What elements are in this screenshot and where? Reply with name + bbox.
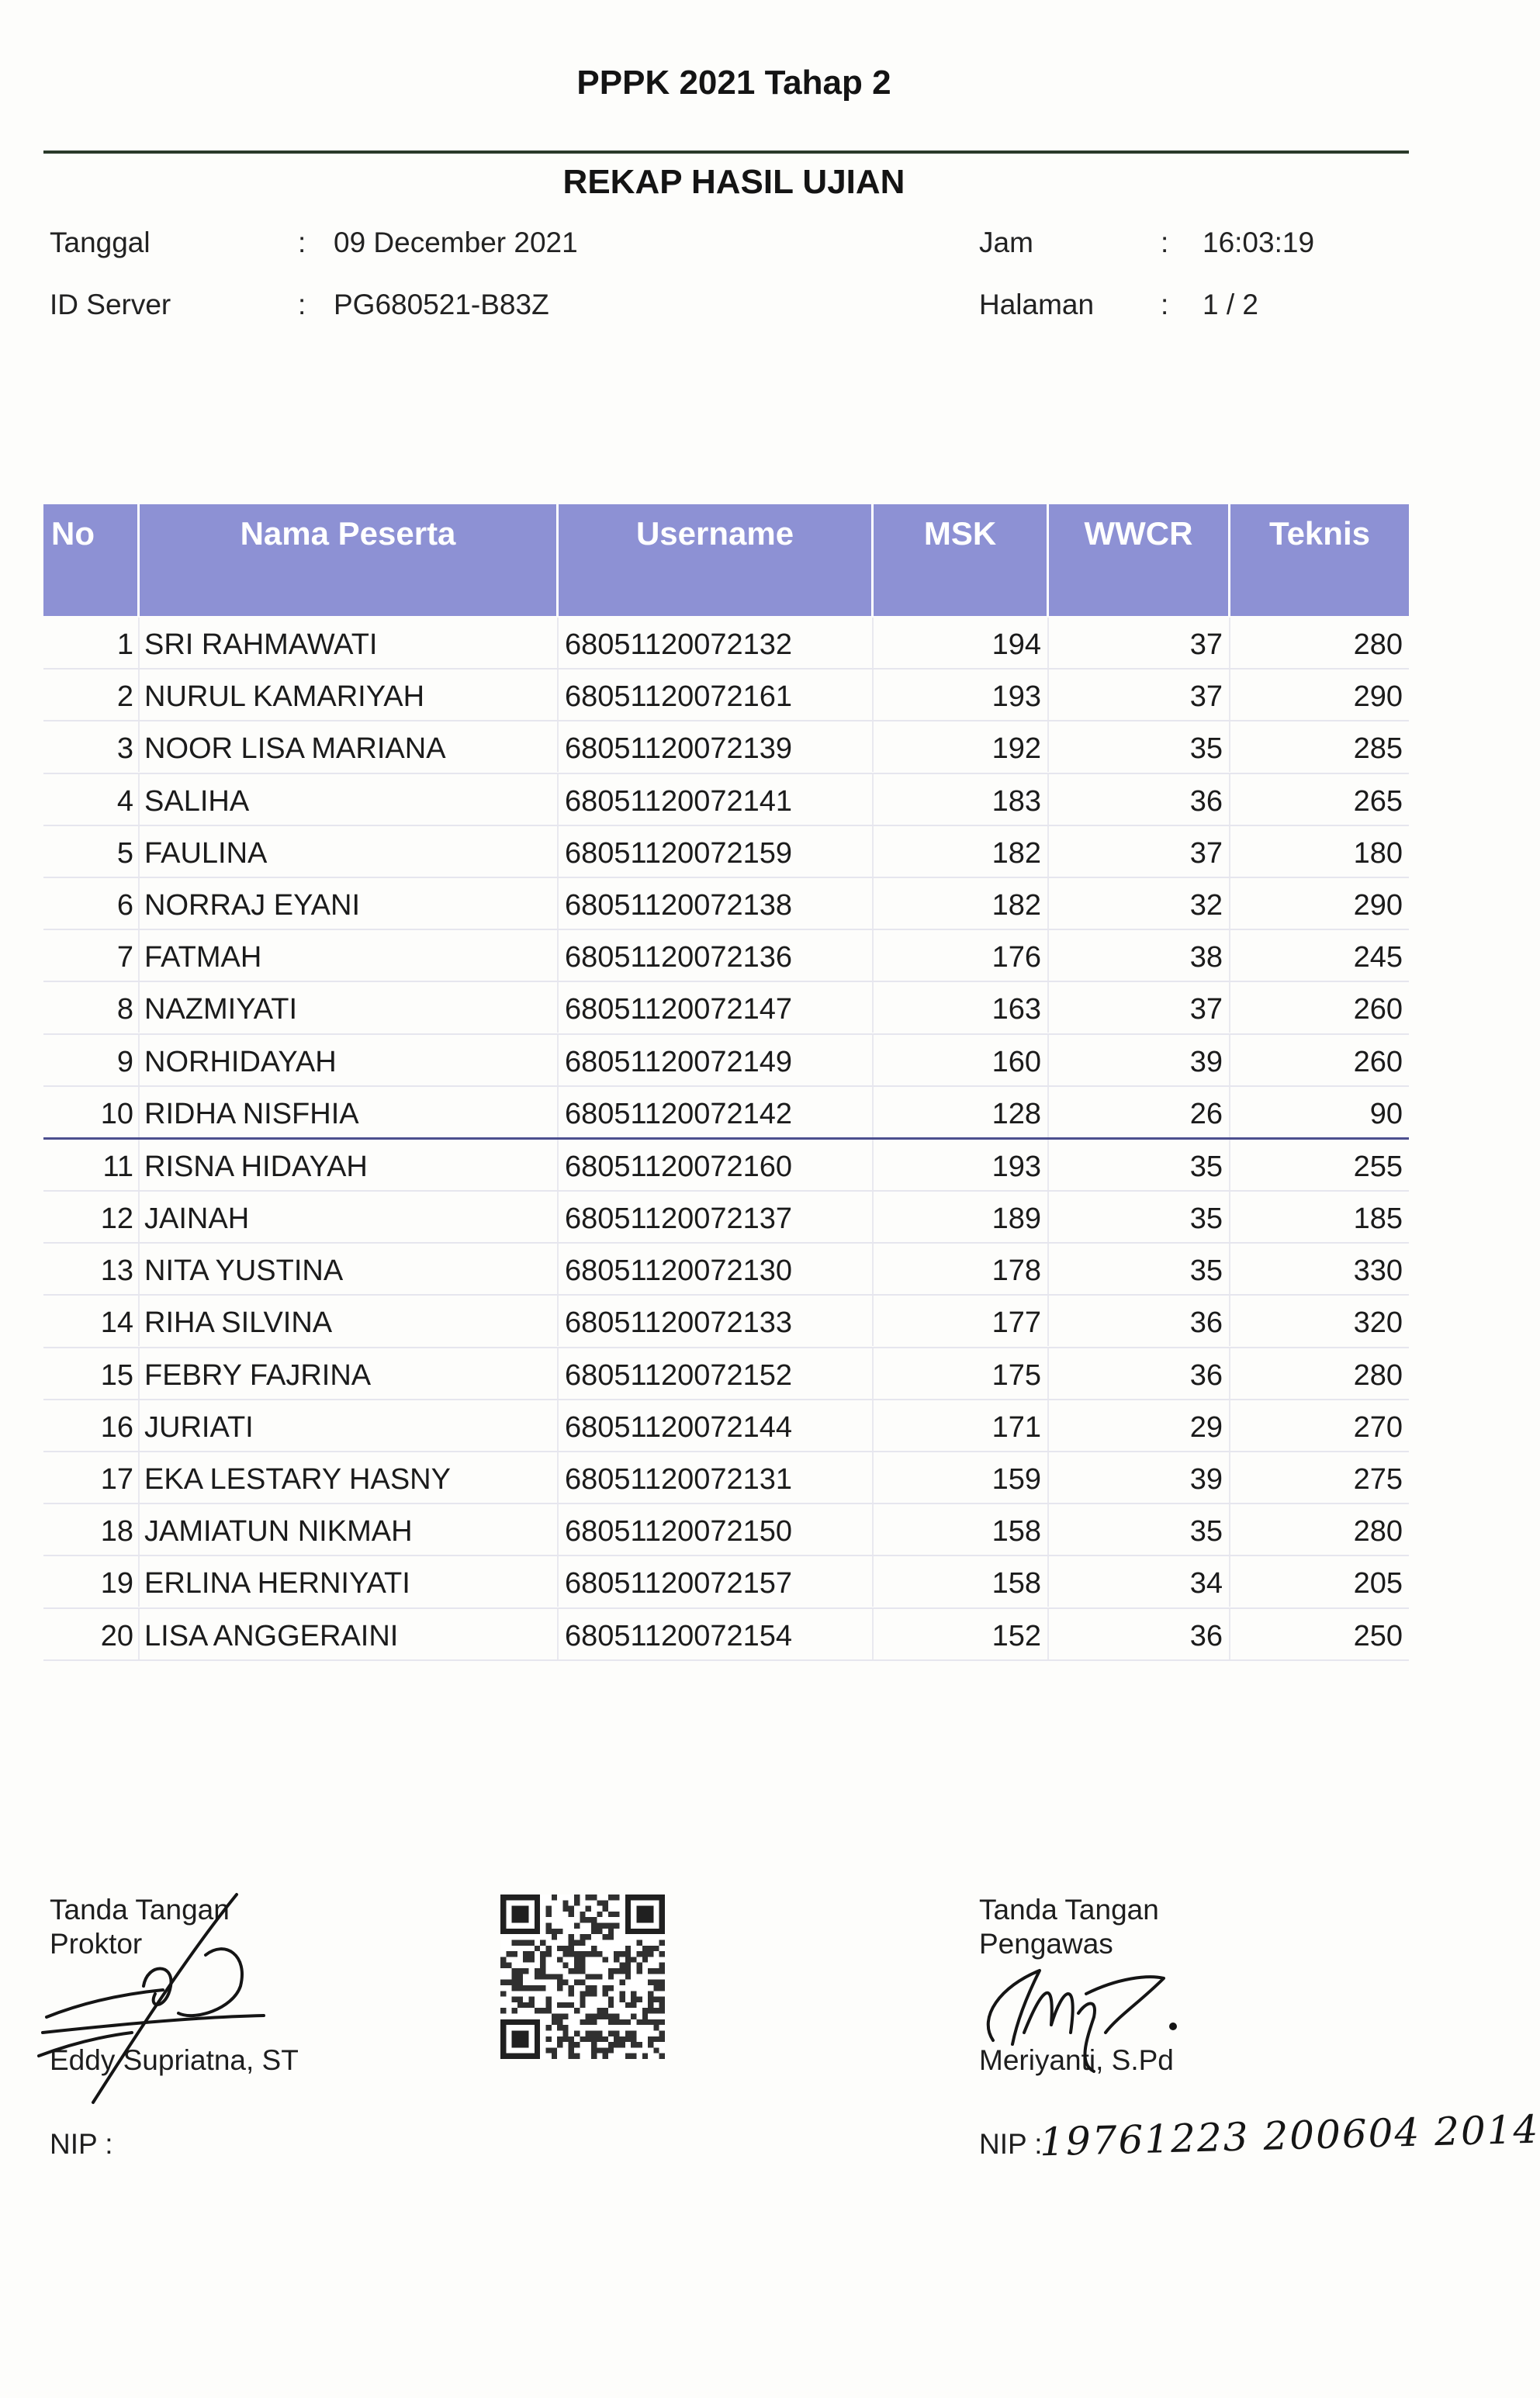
table-row <box>43 1556 1409 1608</box>
cell-msk: 183 <box>874 774 1049 825</box>
cell-teknis: 320 <box>1353 1306 1403 1340</box>
cell-no: 17 <box>43 1452 140 1503</box>
cell-teknis: 265 <box>1353 784 1403 818</box>
cell-username: 68051120072142 <box>559 1087 874 1137</box>
meta-date-value: 09 December 2021 <box>334 227 578 258</box>
cell-teknis: 280 <box>1353 1358 1403 1392</box>
cell-msk: 192 <box>874 721 1049 772</box>
meta-time <box>979 227 1414 265</box>
cell-wwcr: 39 <box>1049 1035 1230 1085</box>
cell-msk: 194 <box>874 618 1049 668</box>
cell-teknis: 280 <box>1353 1515 1403 1548</box>
cell-name: NITA YUSTINA <box>140 1244 559 1294</box>
proctor-nip-label: NIP : <box>50 2128 113 2160</box>
cell-name: ERLINA HERNIYATI <box>140 1556 559 1607</box>
cell-wwcr: 36 <box>1049 1296 1230 1346</box>
cell-username: 68051120072157 <box>559 1556 874 1607</box>
table-row <box>43 1035 1409 1087</box>
supervisor-nip-handwritten: 19761223 200604 2014 <box>1039 2106 1540 2165</box>
supervisor-name: Meriyanti, S.Pd <box>979 2044 1174 2076</box>
meta-separator: : <box>1161 227 1169 258</box>
meta-page-value: 1 / 2 <box>1203 289 1258 320</box>
meta-date <box>50 227 670 265</box>
cell-wwcr: 36 <box>1049 1348 1230 1399</box>
results-table <box>43 504 1409 1661</box>
meta-page-label: Halaman <box>979 289 1095 320</box>
table-row <box>43 618 1409 670</box>
cell-msk: 128 <box>874 1087 1049 1137</box>
cell-teknis: 180 <box>1353 836 1403 870</box>
cell-wwcr: 37 <box>1049 618 1230 668</box>
cell-name: JAMIATUN NIKMAH <box>140 1504 559 1555</box>
cell-wwcr: 32 <box>1049 878 1230 929</box>
cell-msk: 182 <box>874 878 1049 929</box>
meta-separator: : <box>298 289 306 320</box>
column-header-name: Nama Peserta <box>140 504 559 616</box>
table-row <box>43 1296 1409 1348</box>
cell-username: 68051120072137 <box>559 1192 874 1242</box>
column-header-wwcr: WWCR <box>1049 504 1230 616</box>
table-row <box>43 982 1409 1034</box>
cell-no: 20 <box>43 1609 140 1659</box>
table-header <box>43 504 1409 616</box>
table-row <box>43 1192 1409 1244</box>
cell-name: SALIHA <box>140 774 559 825</box>
column-header-msk: MSK <box>874 504 1049 616</box>
cell-msk: 175 <box>874 1348 1049 1399</box>
cell-username: 68051120072141 <box>559 774 874 825</box>
cell-wwcr: 35 <box>1049 1504 1230 1555</box>
cell-teknis: 185 <box>1353 1202 1403 1236</box>
supervisor-signature-label <box>979 1893 1159 1961</box>
proctor-label-line1: Tanda Tangan <box>50 1894 230 1926</box>
cell-username: 68051120072149 <box>559 1035 874 1085</box>
table-row <box>43 1609 1409 1661</box>
cell-name: RIHA SILVINA <box>140 1296 559 1346</box>
cell-wwcr: 36 <box>1049 1609 1230 1659</box>
cell-name: FEBRY FAJRINA <box>140 1348 559 1399</box>
table-row <box>43 930 1409 982</box>
proctor-signature-icon <box>39 1885 287 2110</box>
proctor-name: Eddy Supriatna, ST <box>50 2044 299 2076</box>
cell-msk: 158 <box>874 1556 1049 1607</box>
cell-no: 13 <box>43 1244 140 1294</box>
cell-name: RISNA HIDAYAH <box>140 1140 559 1190</box>
table-row <box>43 1348 1409 1400</box>
cell-msk: 193 <box>874 1140 1049 1190</box>
meta-time-value: 16:03:19 <box>1203 227 1315 258</box>
cell-username: 68051120072138 <box>559 878 874 929</box>
cell-msk: 158 <box>874 1504 1049 1555</box>
cell-wwcr: 35 <box>1049 1192 1230 1242</box>
cell-name: NORRAJ EYANI <box>140 878 559 929</box>
cell-name: JAINAH <box>140 1192 559 1242</box>
cell-wwcr: 38 <box>1049 930 1230 981</box>
table-row <box>43 774 1409 826</box>
cell-no: 6 <box>43 878 140 929</box>
cell-username: 68051120072131 <box>559 1452 874 1503</box>
cell-wwcr: 37 <box>1049 670 1230 720</box>
cell-no: 14 <box>43 1296 140 1346</box>
meta-separator: : <box>1161 289 1169 320</box>
table-row <box>43 1140 1409 1192</box>
supervisor-label-line2: Pengawas <box>979 1928 1113 1960</box>
cell-teknis: 205 <box>1353 1567 1403 1600</box>
table-row <box>43 1244 1409 1296</box>
cell-username: 68051120072150 <box>559 1504 874 1555</box>
cell-no: 15 <box>43 1348 140 1399</box>
cell-no: 19 <box>43 1556 140 1607</box>
cell-wwcr: 37 <box>1049 982 1230 1033</box>
cell-name: EKA LESTARY HASNY <box>140 1452 559 1503</box>
table-row <box>43 1087 1409 1140</box>
cell-username: 68051120072130 <box>559 1244 874 1294</box>
cell-username: 68051120072144 <box>559 1400 874 1451</box>
cell-msk: 178 <box>874 1244 1049 1294</box>
cell-msk: 160 <box>874 1035 1049 1085</box>
meta-server <box>50 289 670 327</box>
cell-username: 68051120072139 <box>559 721 874 772</box>
cell-username: 68051120072159 <box>559 826 874 877</box>
cell-no: 5 <box>43 826 140 877</box>
cell-teknis: 280 <box>1353 628 1403 661</box>
cell-username: 68051120072152 <box>559 1348 874 1399</box>
table-row <box>43 721 1409 773</box>
cell-msk: 152 <box>874 1609 1049 1659</box>
cell-wwcr: 34 <box>1049 1556 1230 1607</box>
cell-teknis: 285 <box>1353 732 1403 766</box>
cell-no: 16 <box>43 1400 140 1451</box>
report-title: REKAP HASIL UJIAN <box>562 163 905 201</box>
cell-username: 68051120072160 <box>559 1140 874 1190</box>
cell-teknis: 260 <box>1353 993 1403 1026</box>
cell-username: 68051120072147 <box>559 982 874 1033</box>
qr-code-icon <box>500 1895 665 2059</box>
table-row <box>43 826 1409 878</box>
cell-wwcr: 39 <box>1049 1452 1230 1503</box>
cell-username: 68051120072132 <box>559 618 874 668</box>
column-header-teknis: Teknis <box>1269 515 1370 552</box>
cell-name: NAZMIYATI <box>140 982 559 1033</box>
table-row <box>43 670 1409 721</box>
cell-username: 68051120072133 <box>559 1296 874 1346</box>
cell-no: 11 <box>43 1140 140 1190</box>
meta-date-label: Tanggal <box>50 227 151 258</box>
cell-teknis: 270 <box>1353 1410 1403 1444</box>
cell-teknis: 250 <box>1353 1619 1403 1652</box>
cell-name: FAULINA <box>140 826 559 877</box>
cell-name: FATMAH <box>140 930 559 981</box>
cell-wwcr: 35 <box>1049 1244 1230 1294</box>
meta-time-label: Jam <box>979 227 1033 258</box>
cell-teknis: 260 <box>1353 1045 1403 1078</box>
cell-name: NORHIDAYAH <box>140 1035 559 1085</box>
cell-no: 7 <box>43 930 140 981</box>
cell-no: 1 <box>43 618 140 668</box>
proctor-label-line2: Proktor <box>50 1928 143 1960</box>
cell-username: 68051120072154 <box>559 1609 874 1659</box>
cell-name: JURIATI <box>140 1400 559 1451</box>
cell-name: LISA ANGGERAINI <box>140 1609 559 1659</box>
table-row <box>43 878 1409 930</box>
cell-wwcr: 26 <box>1049 1087 1230 1137</box>
cell-wwcr: 29 <box>1049 1400 1230 1451</box>
column-header-username: Username <box>559 504 874 616</box>
cell-teknis: 290 <box>1353 680 1403 714</box>
meta-server-label: ID Server <box>50 289 171 320</box>
title-rule <box>43 151 1409 154</box>
supervisor-label-line1: Tanda Tangan <box>979 1894 1159 1926</box>
table-body <box>43 618 1409 1661</box>
table-row <box>43 1504 1409 1556</box>
cell-username: 68051120072161 <box>559 670 874 720</box>
cell-no: 4 <box>43 774 140 825</box>
cell-wwcr: 37 <box>1049 826 1230 877</box>
meta-server-value: PG680521-B83Z <box>334 289 549 320</box>
meta-page <box>979 289 1414 327</box>
cell-wwcr: 36 <box>1049 774 1230 825</box>
column-header-no: No <box>43 504 140 616</box>
cell-no: 3 <box>43 721 140 772</box>
cell-msk: 189 <box>874 1192 1049 1242</box>
meta-separator: : <box>298 227 306 258</box>
cell-msk: 171 <box>874 1400 1049 1451</box>
cell-no: 10 <box>43 1087 140 1137</box>
cell-name: SRI RAHMAWATI <box>140 618 559 668</box>
cell-msk: 176 <box>874 930 1049 981</box>
cell-name: NOOR LISA MARIANA <box>140 721 559 772</box>
cell-teknis: 330 <box>1353 1254 1403 1288</box>
supervisor-nip-label: NIP : <box>979 2128 1043 2160</box>
cell-no: 12 <box>43 1192 140 1242</box>
cell-teknis: 290 <box>1353 888 1403 922</box>
cell-no: 2 <box>43 670 140 720</box>
cell-teknis: 275 <box>1353 1463 1403 1496</box>
cell-username: 68051120072136 <box>559 930 874 981</box>
cell-msk: 163 <box>874 982 1049 1033</box>
cell-msk: 159 <box>874 1452 1049 1503</box>
cell-name: NURUL KAMARIYAH <box>140 670 559 720</box>
cell-teknis: 90 <box>1369 1097 1403 1130</box>
cell-msk: 177 <box>874 1296 1049 1346</box>
table-row <box>43 1452 1409 1504</box>
cell-name: RIDHA NISFHIA <box>140 1087 559 1137</box>
table-row <box>43 1400 1409 1452</box>
cell-no: 18 <box>43 1504 140 1555</box>
cell-teknis: 255 <box>1353 1150 1403 1183</box>
cell-no: 8 <box>43 982 140 1033</box>
cell-msk: 182 <box>874 826 1049 877</box>
cell-wwcr: 35 <box>1049 1140 1230 1190</box>
supervisor-signature-icon <box>970 1955 1203 2079</box>
cell-teknis: 245 <box>1353 941 1403 974</box>
cell-no: 9 <box>43 1035 140 1085</box>
page-title: PPPK 2021 Tahap 2 <box>576 64 891 102</box>
cell-msk: 193 <box>874 670 1049 720</box>
cell-wwcr: 35 <box>1049 721 1230 772</box>
